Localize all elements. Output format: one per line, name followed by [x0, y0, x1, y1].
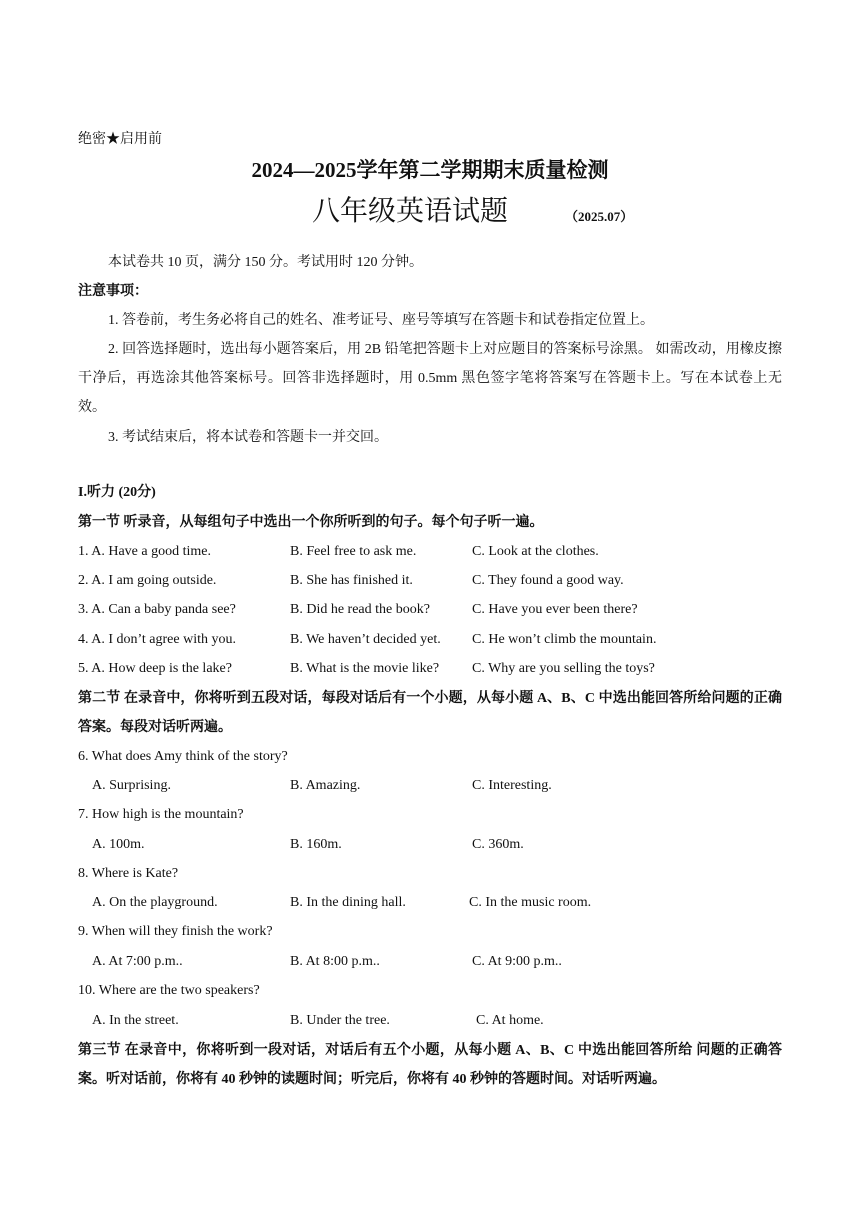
section3-instruction: 第三节 在录音中，你将听到一段对话，对话后有五个小题，从每小题 A、B、C 中选出能回答所给 问题的正确答案。听对话前，你将有 40 秒钟的读题时间；听完后，你将有 40 秒钟的答题时间。对话听两遍。 [78, 1043, 782, 1087]
q10-question: 10. Where are the two speakers? [78, 983, 260, 998]
q2-option-a: 2. A. I am going outside. [78, 573, 217, 588]
q7-option-a: A. 100m. [92, 837, 145, 852]
q10-option-b: B. Under the tree. [290, 1013, 390, 1028]
listening-heading: I.听力 (20分) [78, 485, 156, 500]
q10-option-c: C. At home. [476, 1013, 544, 1028]
q2-option-b: B. She has finished it. [290, 573, 413, 588]
q4-option-a: 4. A. I don’t agree with you. [78, 632, 236, 647]
q9-option-a: A. At 7:00 p.m.. [92, 954, 183, 969]
q3-option-a: 3. A. Can a baby panda see? [78, 602, 236, 617]
q8-option-b: B. In the dining hall. [290, 895, 406, 910]
q5-option-a: 5. A. How deep is the lake? [78, 661, 232, 676]
q6-option-a: A. Surprising. [92, 778, 171, 793]
section2-instruction: 第二节 在录音中，你将听到五段对话，每段对话后有一个小题，从每小题 A、B、C 中选出能回答所给问题的正确答案。每段对话听两遍。 [78, 691, 782, 735]
q1-option-a: 1. A. Have a good time. [78, 544, 211, 559]
exam-subtitle: 八年级英语试题 [312, 196, 509, 227]
confidential-label: 绝密★启用前 [78, 132, 162, 147]
section1-instruction: 第一节 听录音，从每组句子中选出一个你所听到的句子。每个句子听一遍。 [78, 515, 544, 530]
note-item-2: 2. 回答选择题时，选出每小题答案后，用 2B 铅笔把答题卡上对应题目的答案标号涂黑。 如需改动，用橡皮擦干净后，再选涂其他答案标号。回答非选择题时，用 0.5mm 黑色签字笔将答案写在答题卡上。写在本试卷上无效。 [78, 342, 782, 415]
q3-option-c: C. Have you ever been there? [472, 602, 638, 617]
q8-question: 8. Where is Kate? [78, 866, 179, 881]
q9-option-c: C. At 9:00 p.m.. [472, 954, 562, 969]
q6-option-c: C. Interesting. [472, 778, 552, 793]
q5-option-c: C. Why are you selling the toys? [472, 661, 655, 676]
note-item-1: 1. 答卷前，考生务必将自己的姓名、准考证号、座号等填写在答题卡和试卷指定位置上。 [108, 313, 654, 328]
q8-option-a: A. On the playground. [92, 895, 218, 910]
notes-heading: 注意事项： [78, 284, 148, 299]
q7-option-b: B. 160m. [290, 837, 342, 852]
q7-option-c: C. 360m. [472, 837, 524, 852]
q6-option-b: B. Amazing. [290, 778, 361, 793]
q7-question: 7. How high is the mountain? [78, 807, 244, 822]
q2-option-c: C. They found a good way. [472, 573, 624, 588]
q8-option-c: C. In the music room. [469, 895, 592, 910]
q4-option-b: B. We haven’t decided yet. [290, 632, 441, 647]
q1-option-b: B. Feel free to ask me. [290, 544, 417, 559]
q9-question: 9. When will they finish the work? [78, 924, 273, 939]
q5-option-b: B. What is the movie like? [290, 661, 440, 676]
note-item-3: 3. 考试结束后，将本试卷和答题卡一并交回。 [108, 430, 388, 445]
exam-title: 2024—2025学年第二学期期末质量检测 [251, 158, 609, 182]
q9-option-b: B. At 8:00 p.m.. [290, 954, 380, 969]
q4-option-c: C. He won’t climb the mountain. [472, 632, 657, 647]
exam-date: （2025.07） [565, 209, 634, 224]
intro-text: 本试卷共 10 页，满分 150 分。考试用时 120 分钟。 [108, 255, 423, 270]
q3-option-b: B. Did he read the book? [290, 602, 430, 617]
q1-option-c: C. Look at the clothes. [472, 544, 599, 559]
q10-option-a: A. In the street. [92, 1013, 179, 1028]
q6-question: 6. What does Amy think of the story? [78, 749, 288, 764]
